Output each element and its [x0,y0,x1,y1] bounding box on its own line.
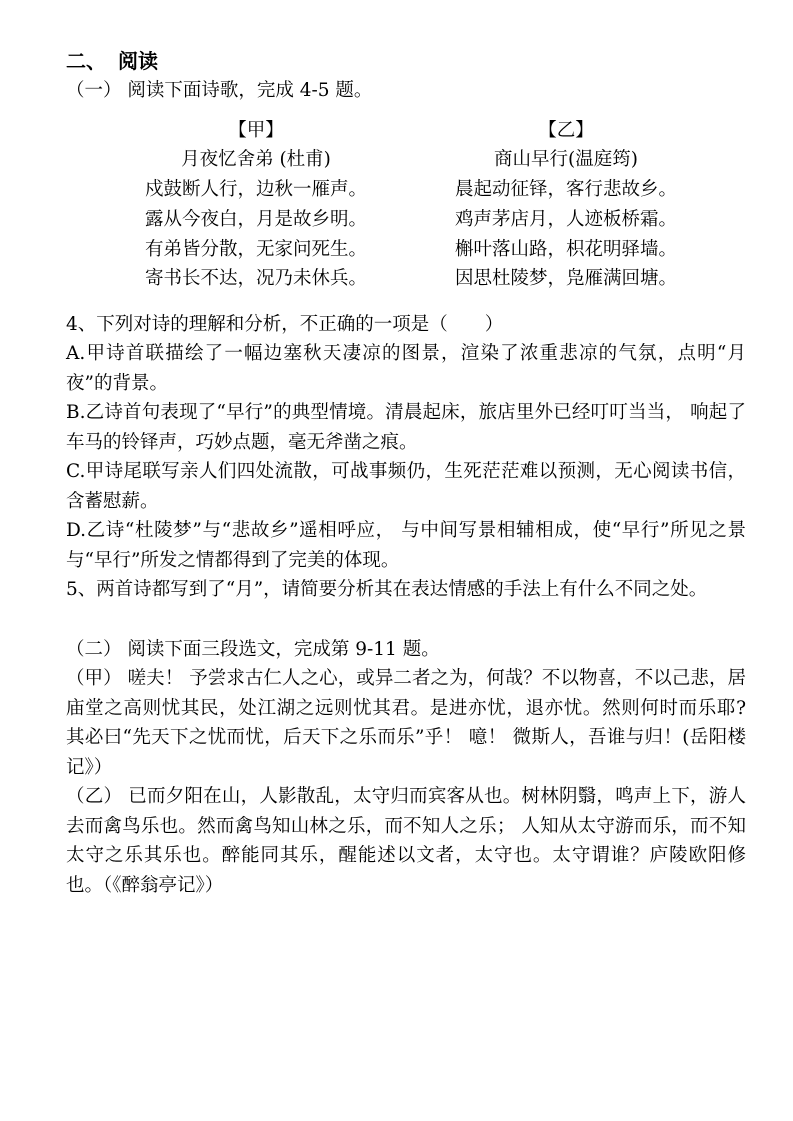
poem-yi-line: 鸡声茅店月，人迹板桥霜。 [454,208,677,230]
question-4-option-d: D.乙诗“杜陵梦”与“悲故乡”遥相呼应， 与中间写景相辅相成，使“早行”所见之景与“早行”所发之情都得到了完美的体现。 [66,520,746,571]
poem-yi-title: 商山早行(温庭筠) [494,149,638,171]
passage-yi: （乙） 已而夕阳在山，人影散乱，太守归而宾客从也。树林阴翳，鸣声上下，游人去而禽鸟乐也。然而禽鸟知山林之乐，而不知人之乐； 人知从太守游而乐，而不知太守之乐其乐也。醉能同其乐，醒能述以文者，太守也。太守谓谁？庐陵欧阳修也。（《醉翁亭记》） [66,786,746,896]
poem-jia-line: 露从今夜白，月是故乡明。 [144,208,367,230]
part2-intro: （二） 阅读下面三段选文，完成第 9-11 题。 [66,638,440,660]
exam-page [66,46,746,900]
poem-yi [416,116,716,295]
poem-jia-mark: 【甲】 [228,119,284,141]
poem-jia-line: 寄书长不达，况乃未休兵。 [144,268,367,290]
passage-jia: （甲） 嗟夫！ 予尝求古仁人之心，或异二者之为，何哉？不以物喜，不以己悲，居庙堂之高则忧其民，处江湖之远则忧其君。是进亦忧，退亦忧。然则何时而乐耶? 其必曰“先天下之忧而忧，后天下之乐而乐”乎！ 噫！ 微斯人，吾谁与归！(岳阳楼记》） [66,668,746,778]
question-4-option-a: A.甲诗首联描绘了一幅边塞秋天凄凉的图景，渲染了浓重悲凉的气氛，点明“月夜”的背景。 [66,343,746,394]
poem-yi-line: 晨起动征铎，客行悲故乡。 [454,179,677,201]
poem-jia-title: 月夜忆舍弟 (杜甫) [181,149,331,171]
poem-yi-line: 因思杜陵梦，凫雁满回塘。 [454,268,677,290]
question-4-stem: 4、下列对诗的理解和分析，不正确的一项是（ ） [66,313,504,335]
section-number: 二、 [66,49,106,73]
poem-yi-mark: 【乙】 [538,119,594,141]
poem-jia-line: 有弟皆分散，无家问死生。 [144,238,367,260]
poems-block [66,116,746,296]
poem-jia [106,116,406,295]
question-4-option-b: B.乙诗首句表现了“早行”的典型情境。清晨起床，旅店里外已经叮叮当当， 响起了车马的铃铎声，巧妙点题，毫无斧凿之痕。 [66,402,746,453]
part1-intro: （一） 阅读下面诗歌，完成 4-5 题。 [66,80,373,101]
section-heading [66,46,746,76]
section-title: 阅读 [118,49,158,73]
poem-jia-line: 戍鼓断人行，边秋一雁声。 [144,179,367,201]
poem-yi-line: 槲叶落山路，枳花明驿墙。 [454,238,677,260]
question-5: 5、两首诗都写到了“月”，请简要分析其在表达情感的手法上有什么不同之处。 [66,579,708,600]
question-4-option-c: C.甲诗尾联写亲人们四处流散，可战事频仍，生死茫茫难以预测，无心阅读书信，含蓄慰薪。 [66,461,746,512]
question-4 [66,310,746,576]
